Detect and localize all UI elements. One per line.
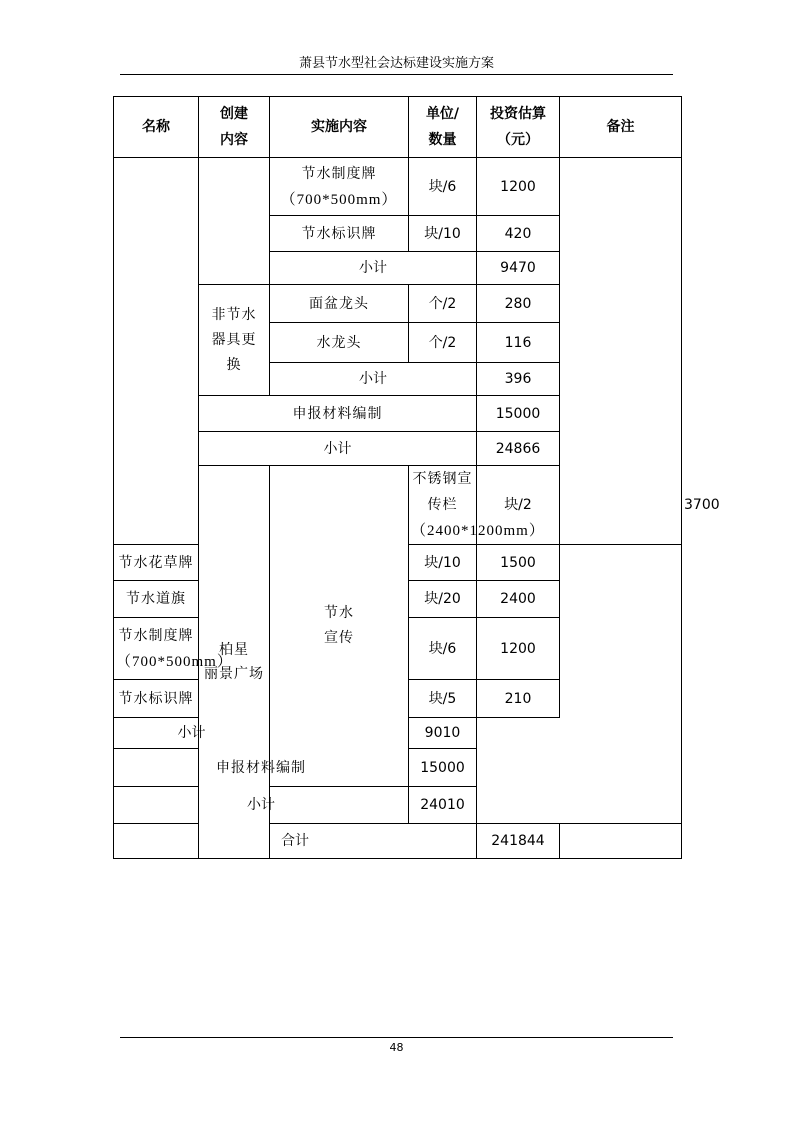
item-name-line1: 节水制度牌 <box>301 165 377 182</box>
item-cost: 116 <box>477 323 560 363</box>
subtotal-label: 小计 <box>114 718 270 749</box>
subtotal-label: 小计 <box>270 252 477 285</box>
item-unit: 个/2 <box>409 323 477 363</box>
header-cost-line1: 投资估算 <box>490 106 546 122</box>
budget-table <box>113 96 720 859</box>
header-rule <box>120 74 673 75</box>
header-unit-line1: 单位/ <box>425 106 460 122</box>
item-name-line2: （2400*1200mm） <box>411 523 545 539</box>
page-number: 48 <box>389 1041 404 1054</box>
item-name: 节水标识牌 <box>270 216 409 252</box>
header-cost <box>477 97 560 158</box>
item-cost: 1200 <box>477 618 560 680</box>
total-label: 合计 <box>114 824 477 859</box>
header-category-line1: 创建 <box>220 106 248 122</box>
item-name: 节水道旗 <box>114 581 199 618</box>
item-name: 面盆龙头 <box>270 285 409 323</box>
header-content: 实施内容 <box>270 97 409 158</box>
table-row <box>114 158 682 216</box>
section-a-name <box>114 158 199 545</box>
header-unit-line2: 数量 <box>428 132 457 148</box>
footer-rule <box>120 1037 673 1038</box>
table-row: 柏星 丽景广场 节水 宣传 不锈钢宣传栏 （2400*1200mm） 块/2 3700 <box>114 466 682 545</box>
item-name: 节水标识牌 <box>114 680 199 718</box>
header-name: 名称 <box>114 97 199 158</box>
section-b-category <box>270 466 409 787</box>
report-cost: 15000 <box>409 749 477 787</box>
subtotal-label: 小计 <box>270 363 477 396</box>
item-cost: 210 <box>477 680 560 718</box>
header-note: 备注 <box>560 97 682 158</box>
report-label: 申报材料编制 <box>199 396 477 432</box>
report-row <box>114 749 682 787</box>
section-b-name-line1: 柏星 <box>219 642 249 658</box>
category-line1: 非节水 <box>211 306 257 323</box>
subtotal-cost: 9010 <box>409 718 477 749</box>
section-subtotal-cost: 24866 <box>477 432 560 466</box>
section-a-note <box>560 158 682 545</box>
item-unit: 块/5 <box>409 680 477 718</box>
item-cost: 420 <box>477 216 560 252</box>
subtotal-cost: 9470 <box>477 252 560 285</box>
item-name-line2: （700*500mm） <box>116 653 233 670</box>
item-cost: 1200 <box>477 158 560 216</box>
item-unit: 个/2 <box>409 285 477 323</box>
item-unit: 块/6 <box>409 618 477 680</box>
table-header-row <box>114 97 682 158</box>
subtotal-cost: 396 <box>477 363 560 396</box>
header-category <box>199 97 270 158</box>
item-cost: 1500 <box>477 545 560 581</box>
header-cost-line2: （元） <box>497 132 539 148</box>
item-unit: 块/20 <box>409 581 477 618</box>
item-unit: 块/10 <box>409 545 477 581</box>
item-cost: 280 <box>477 285 560 323</box>
category-line1: 节水 <box>324 605 354 621</box>
category-line2: 器具更 <box>211 331 257 348</box>
header-unit <box>409 97 477 158</box>
total-cost: 241844 <box>477 824 560 859</box>
report-label: 申报材料编制 <box>114 749 409 787</box>
document-header-title: 萧县节水型社会达标建设实施方案 <box>298 56 494 71</box>
section-a-group2-category <box>199 285 270 396</box>
total-note <box>560 824 682 859</box>
item-unit: 块/2 <box>477 466 560 545</box>
item-name <box>270 158 409 216</box>
report-cost: 15000 <box>477 396 560 432</box>
category-line2: 宣传 <box>324 630 354 646</box>
item-unit: 块/10 <box>409 216 477 252</box>
section-b-name-line2: 丽景广场 <box>204 666 264 682</box>
item-name <box>114 618 233 680</box>
item-name-line2: （700*500mm） <box>280 191 398 208</box>
item-name: 水龙头 <box>270 323 409 363</box>
category-line3: 换 <box>226 356 242 373</box>
item-unit: 块/6 <box>409 158 477 216</box>
item-cost: 2400 <box>477 581 560 618</box>
section-a-category <box>199 158 270 285</box>
section-subtotal-cost: 24010 <box>409 787 477 824</box>
item-name-line1: 节水制度牌 <box>118 627 194 644</box>
header-category-line2: 内容 <box>220 132 248 148</box>
total-row <box>114 824 682 859</box>
section-subtotal-row <box>114 787 682 824</box>
item-name-line1: 不锈钢宣传栏 <box>412 471 473 513</box>
section-subtotal-label: 小计 <box>199 432 477 466</box>
item-name: 节水花草牌 <box>114 545 199 581</box>
section-subtotal-label: 小计 <box>114 787 409 824</box>
